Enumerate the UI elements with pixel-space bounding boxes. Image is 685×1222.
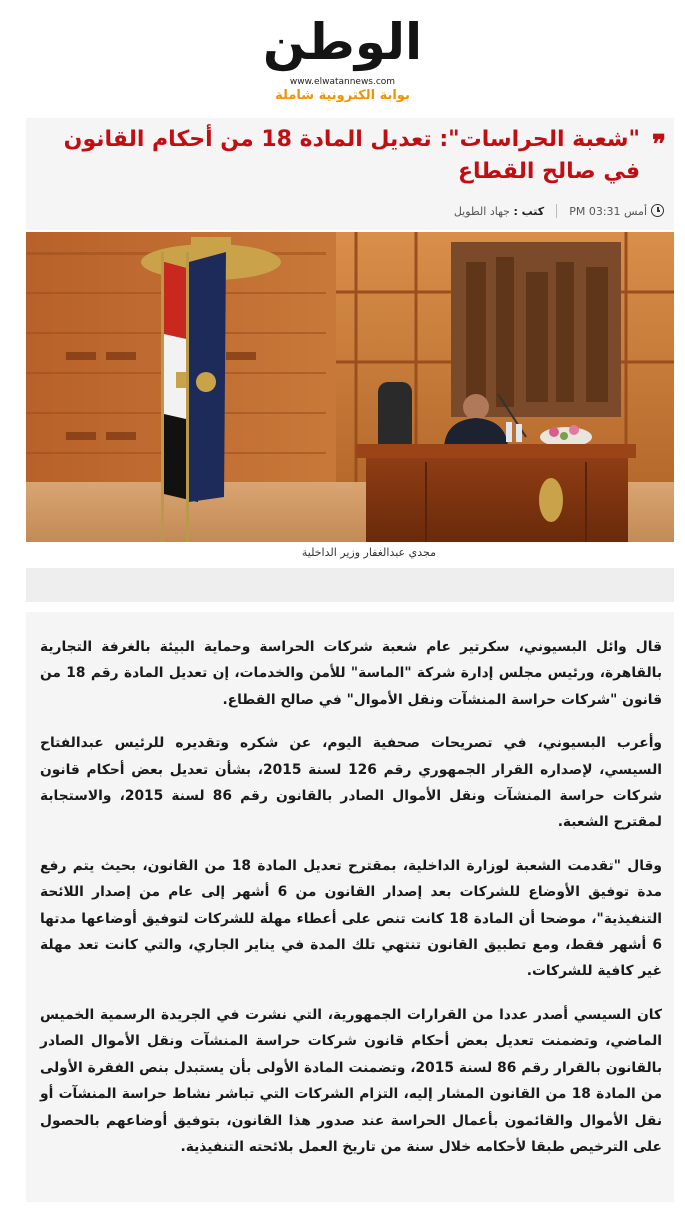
publish-time: أمس 03:31 PM [569,205,647,218]
logo-wordmark: الوطن [262,13,423,71]
article-meta [44,204,664,220]
article-paragraph: وأعرب البسيوني، في تصريحات صحفية اليوم، عن شكره وتقديره للرئيس عبدالفتاح السيسي، لإصداره القرار الجمهوري رقم 126 لسنة 2015، بشأن تعديل بعض أحكام قانون شركات حراسة المنشآت ونقل الأموال الصادر بالقانون رقم 86 لسنة 2015، والاستجابة لمقترح الشعبة. [40,735,663,831]
article-paragraph: كان السيسي أصدر عددا من القرارات الجمهورية، التي نشرت في الجريدة الرسمية الخميس الماضي، وتضمنت تعديل بعض أحكام قانون شركات حراسة المنشآت ونقل الأموال الصادر بالقانون بالقرار رقم 86 لسنة 2015، وتضمنت المادة الأولى بأن يستبدل بنص الفقرة الأولى من المادة 18 من القانون المشار إليه، التزام الشركات التي تباشر نشاط حراسة المنشآت أو نقل الأموال والقائمون بأعمال الحراسة عند صدور هذا القانون، بتوفيق أوضاعهم بالحصول على الترخيص طبقا لأحكامه خلال سنة من تاريخ العمل بلائحته التنفيذية. [40,1006,663,1155]
quote-icon: ❞ [652,130,666,160]
photo-caption: مجدي عبدالغفار وزير الداخلية [301,546,436,559]
article-text [40,634,662,1177]
article-paragraph: وقال "تقدمت الشعبة لوزارة الداخلية، بمقترح تعديل المادة 18 من القانون، بحيث يتم رفع مدة توفيق الأوضاع للشركات بعد إصدار القانون من 6 أشهر إلى عام من إصدار اللائحة التنفيذية"، موضحا أن المادة 18 كانت تنص على أعطاء مهلة للشركات لتوفيق أوضاعها مدتها 6 أشهر فقط، ومع تطبيق القانون تنتهي تلك المدة في يناير الجاري، والتي كانت تعد مهلة غير كافية للشركات. [40,857,662,980]
ad-placeholder [26,568,674,602]
article-title: "شعبة الحراسات": تعديل المادة 18 من أحكام القانون في صالح القطاع [63,127,640,184]
article-header [26,118,674,230]
author-label: كتب : [513,205,545,218]
author-name[interactable]: جهاد الطويل [453,205,510,218]
article-paragraph: قال وائل البسيوني، سكرتير عام شعبة شركات الحراسة وحماية البيئة بالغرفة التجارية بالقاهرة، ورئيس مجلس إدارة شركة "الماسة" للأمن والخدمات، إن تعديل المادة رقم 18 من قانون "شركات حراسة المنشآت ونقل الأموال" في صالح القطاع. [40,639,662,708]
site-logo[interactable] [0,10,685,110]
article-photo [26,232,674,542]
title-wrap [54,124,664,188]
logo-url: www.elwatannews.com [289,77,396,87]
logo-tagline: بوابة الكترونية شاملة [275,88,410,103]
meta-divider [556,204,557,218]
article-body [26,612,674,1202]
clock-icon [651,204,664,217]
